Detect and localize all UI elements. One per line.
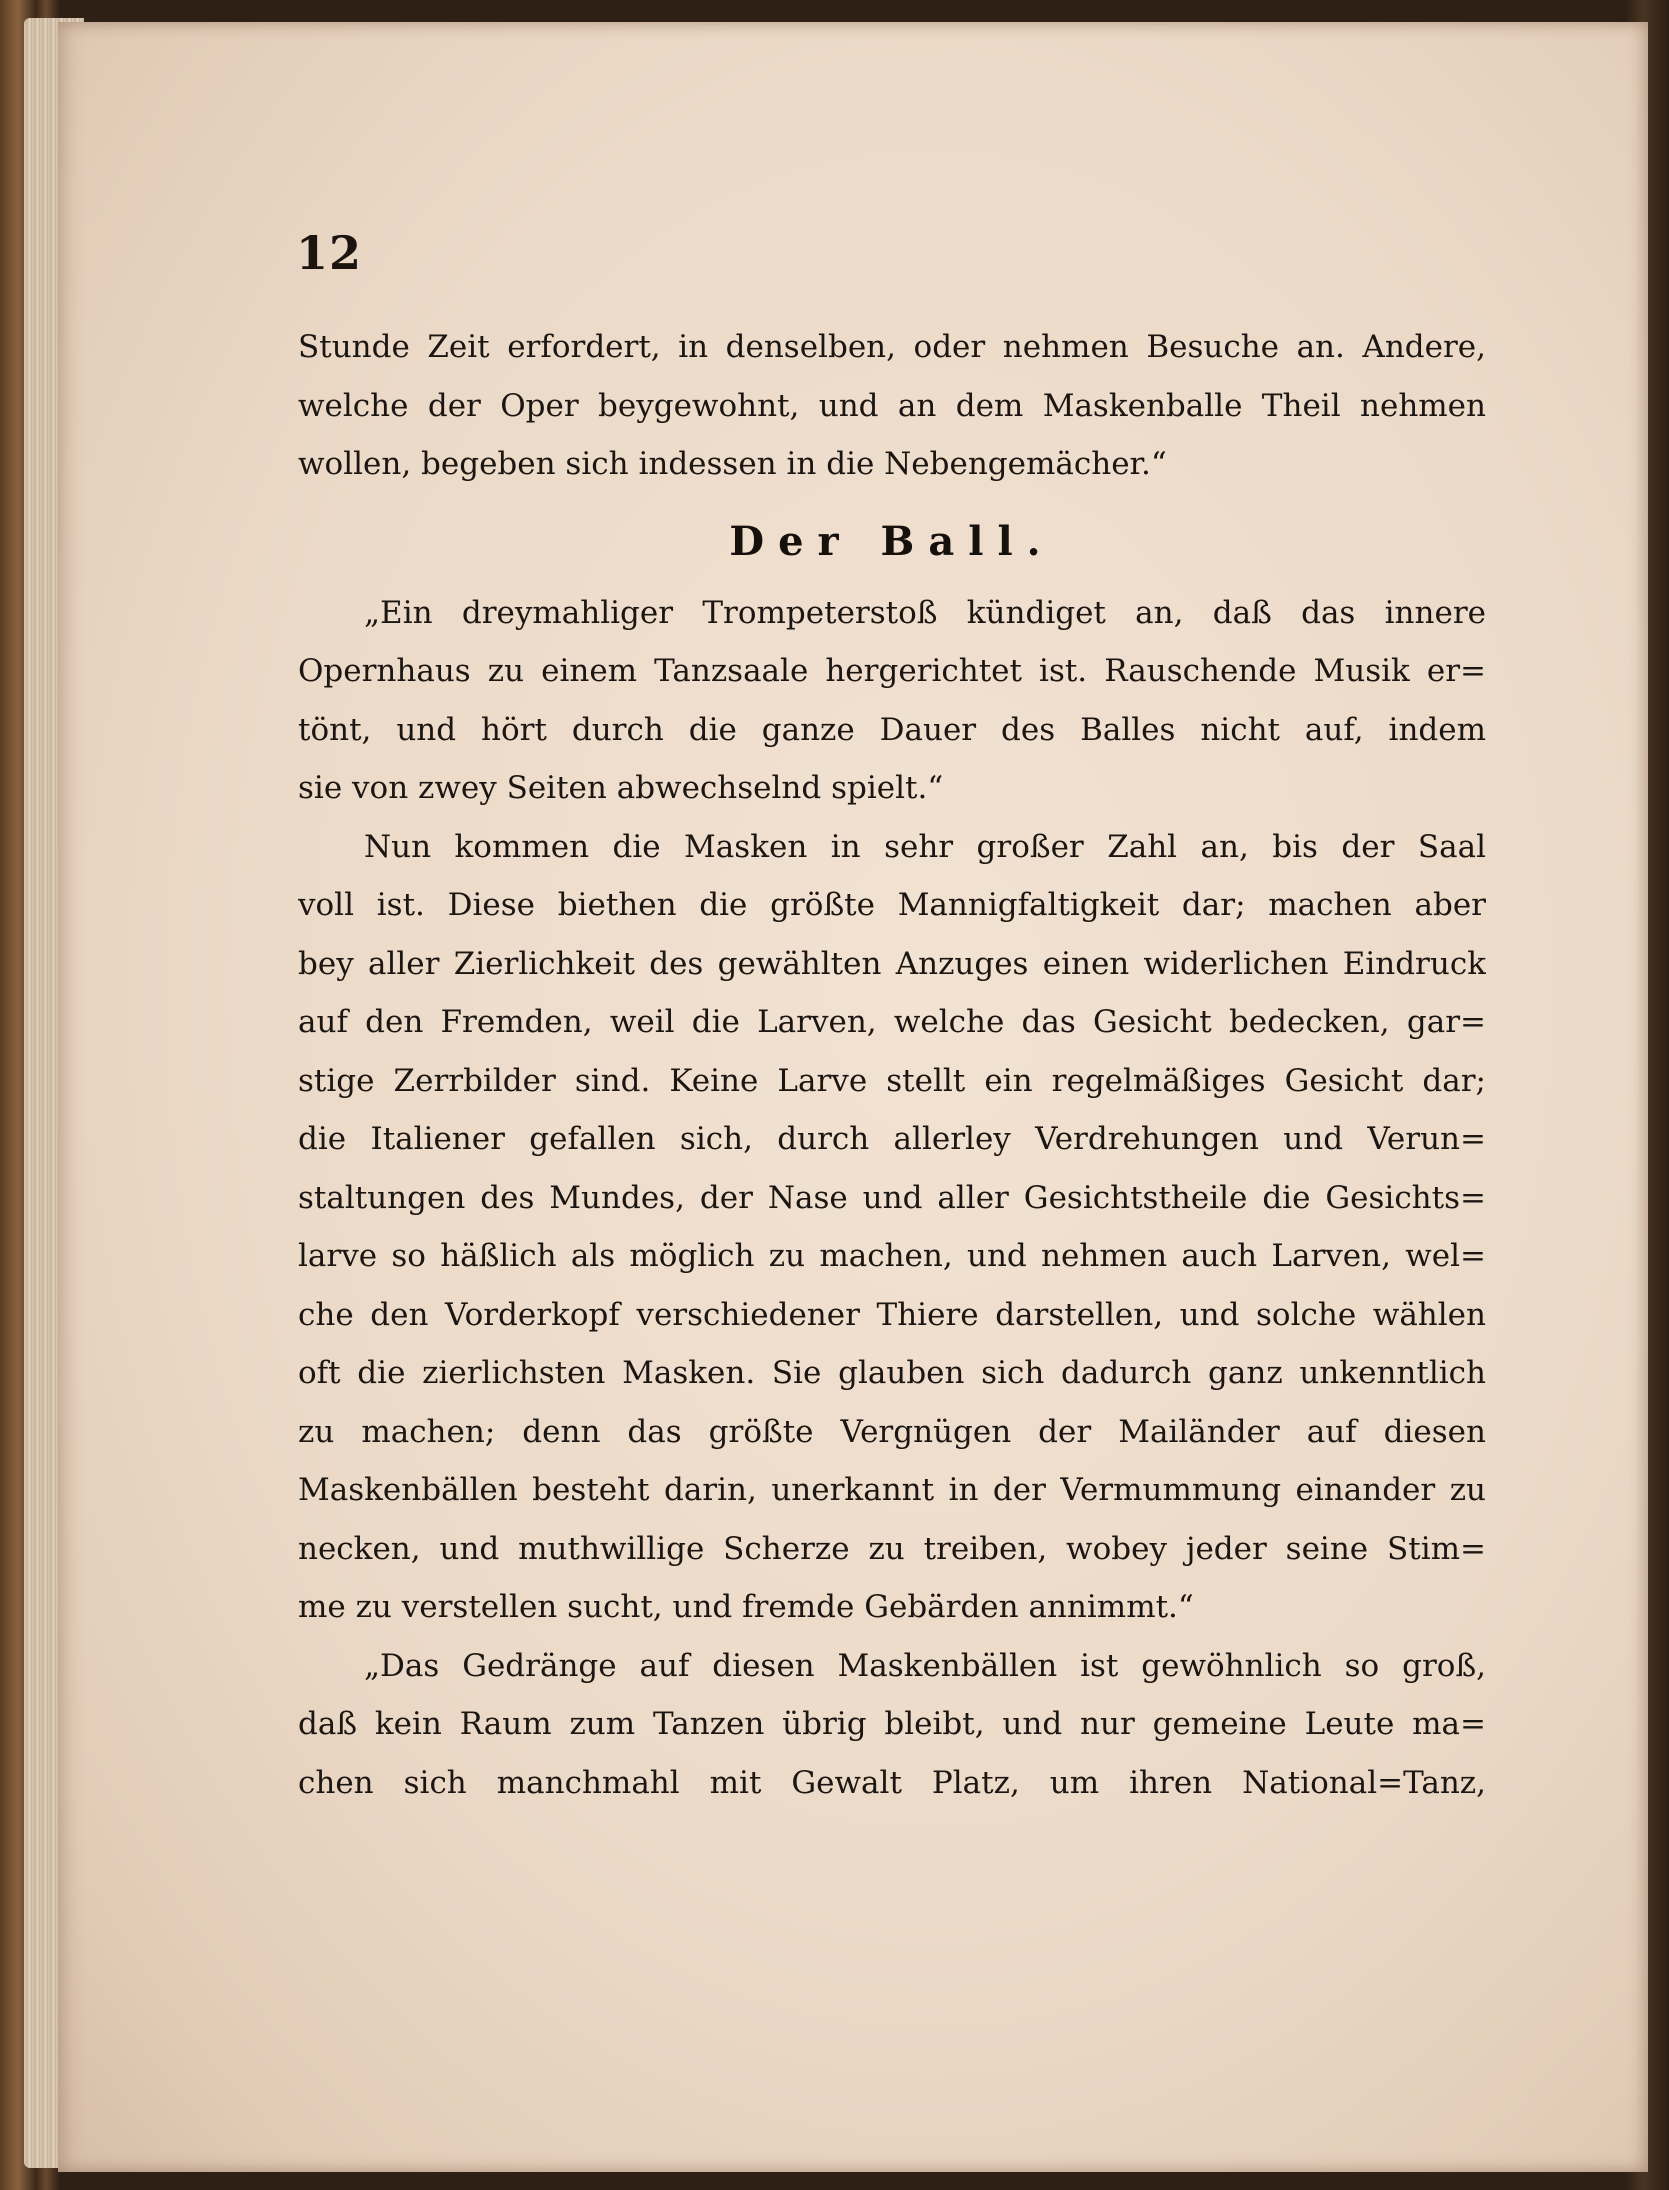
page-number: 12: [296, 226, 363, 280]
text-line: Opernhaus zu einem Tanzsaale hergerichtet ist. Rauschende Musik er=: [298, 653, 1486, 689]
text-line: stige Zerrbilder sind. Keine Larve stellt ein regelmäßiges Gesicht dar;: [298, 1062, 1486, 1099]
text-line: „Das Gedränge auf diesen Maskenbällen ist gewöhnlich so groß,: [364, 1647, 1486, 1684]
text-line: tönt, und hört durch die ganze Dauer des Balles nicht auf, indem: [298, 711, 1486, 748]
text-line: necken, und muthwillige Scherze zu treiben, wobey jeder seine Stim=: [298, 1530, 1486, 1567]
section-heading: Der Ball.: [729, 517, 1055, 565]
text-line: welche der Oper beygewohnt, und an dem Maskenballe Theil nehmen: [298, 387, 1486, 424]
text-line: Nun kommen die Masken in sehr großer Zahl an, bis der Saal: [364, 828, 1486, 865]
text-line: die Italiener gefallen sich, durch allerley Verdrehungen und Verun=: [298, 1121, 1486, 1157]
text-line: voll ist. Diese biethen die größte Mannigfaltigkeit dar; machen aber: [298, 887, 1486, 923]
text-line: Maskenbällen besteht darin, unerkannt in der Vermummung einander zu: [298, 1472, 1486, 1508]
text-line: zu machen; denn das größte Vergnügen der Mailänder auf diesen: [298, 1413, 1486, 1450]
text-line: staltungen des Mundes, der Nase und aller Gesichtstheile die Gesichts=: [298, 1179, 1486, 1216]
text-line: auf den Fremden, weil die Larven, welche das Gesicht bedecken, gar=: [298, 1004, 1486, 1040]
text-line: daß kein Raum zum Tanzen übrig bleibt, und nur gemeine Leute ma=: [298, 1706, 1486, 1742]
text-line: larve so häßlich als möglich zu machen, und nehmen auch Larven, wel=: [298, 1238, 1486, 1274]
text-line: me zu verstellen sucht, und fremde Gebärden annimmt.“: [298, 1589, 1194, 1625]
text-line: bey aller Zierlichkeit des gewählten Anzuges einen widerlichen Eindruck: [298, 945, 1486, 982]
text-line: wollen, begeben sich indessen in die Nebengemächer.“: [298, 446, 1167, 482]
page-text: [298, 318, 1486, 1812]
text-line: oft die zierlichsten Masken. Sie glauben sich dadurch ganz unkenntlich: [298, 1355, 1486, 1391]
text-line: Stunde Zeit erfordert, in denselben, oder nehmen Besuche an. Andere,: [298, 329, 1486, 365]
text-line: che den Vorderkopf verschiedener Thiere darstellen, und solche wählen: [298, 1296, 1486, 1333]
text-line: chen sich manchmahl mit Gewalt Platz, um ihren National=Tanz,: [298, 1764, 1486, 1801]
text-line: sie von zwey Seiten abwechselnd spielt.“: [298, 770, 944, 806]
text-line: „Ein dreymahliger Trompeterstoß kündiget an, daß das innere: [364, 594, 1486, 631]
